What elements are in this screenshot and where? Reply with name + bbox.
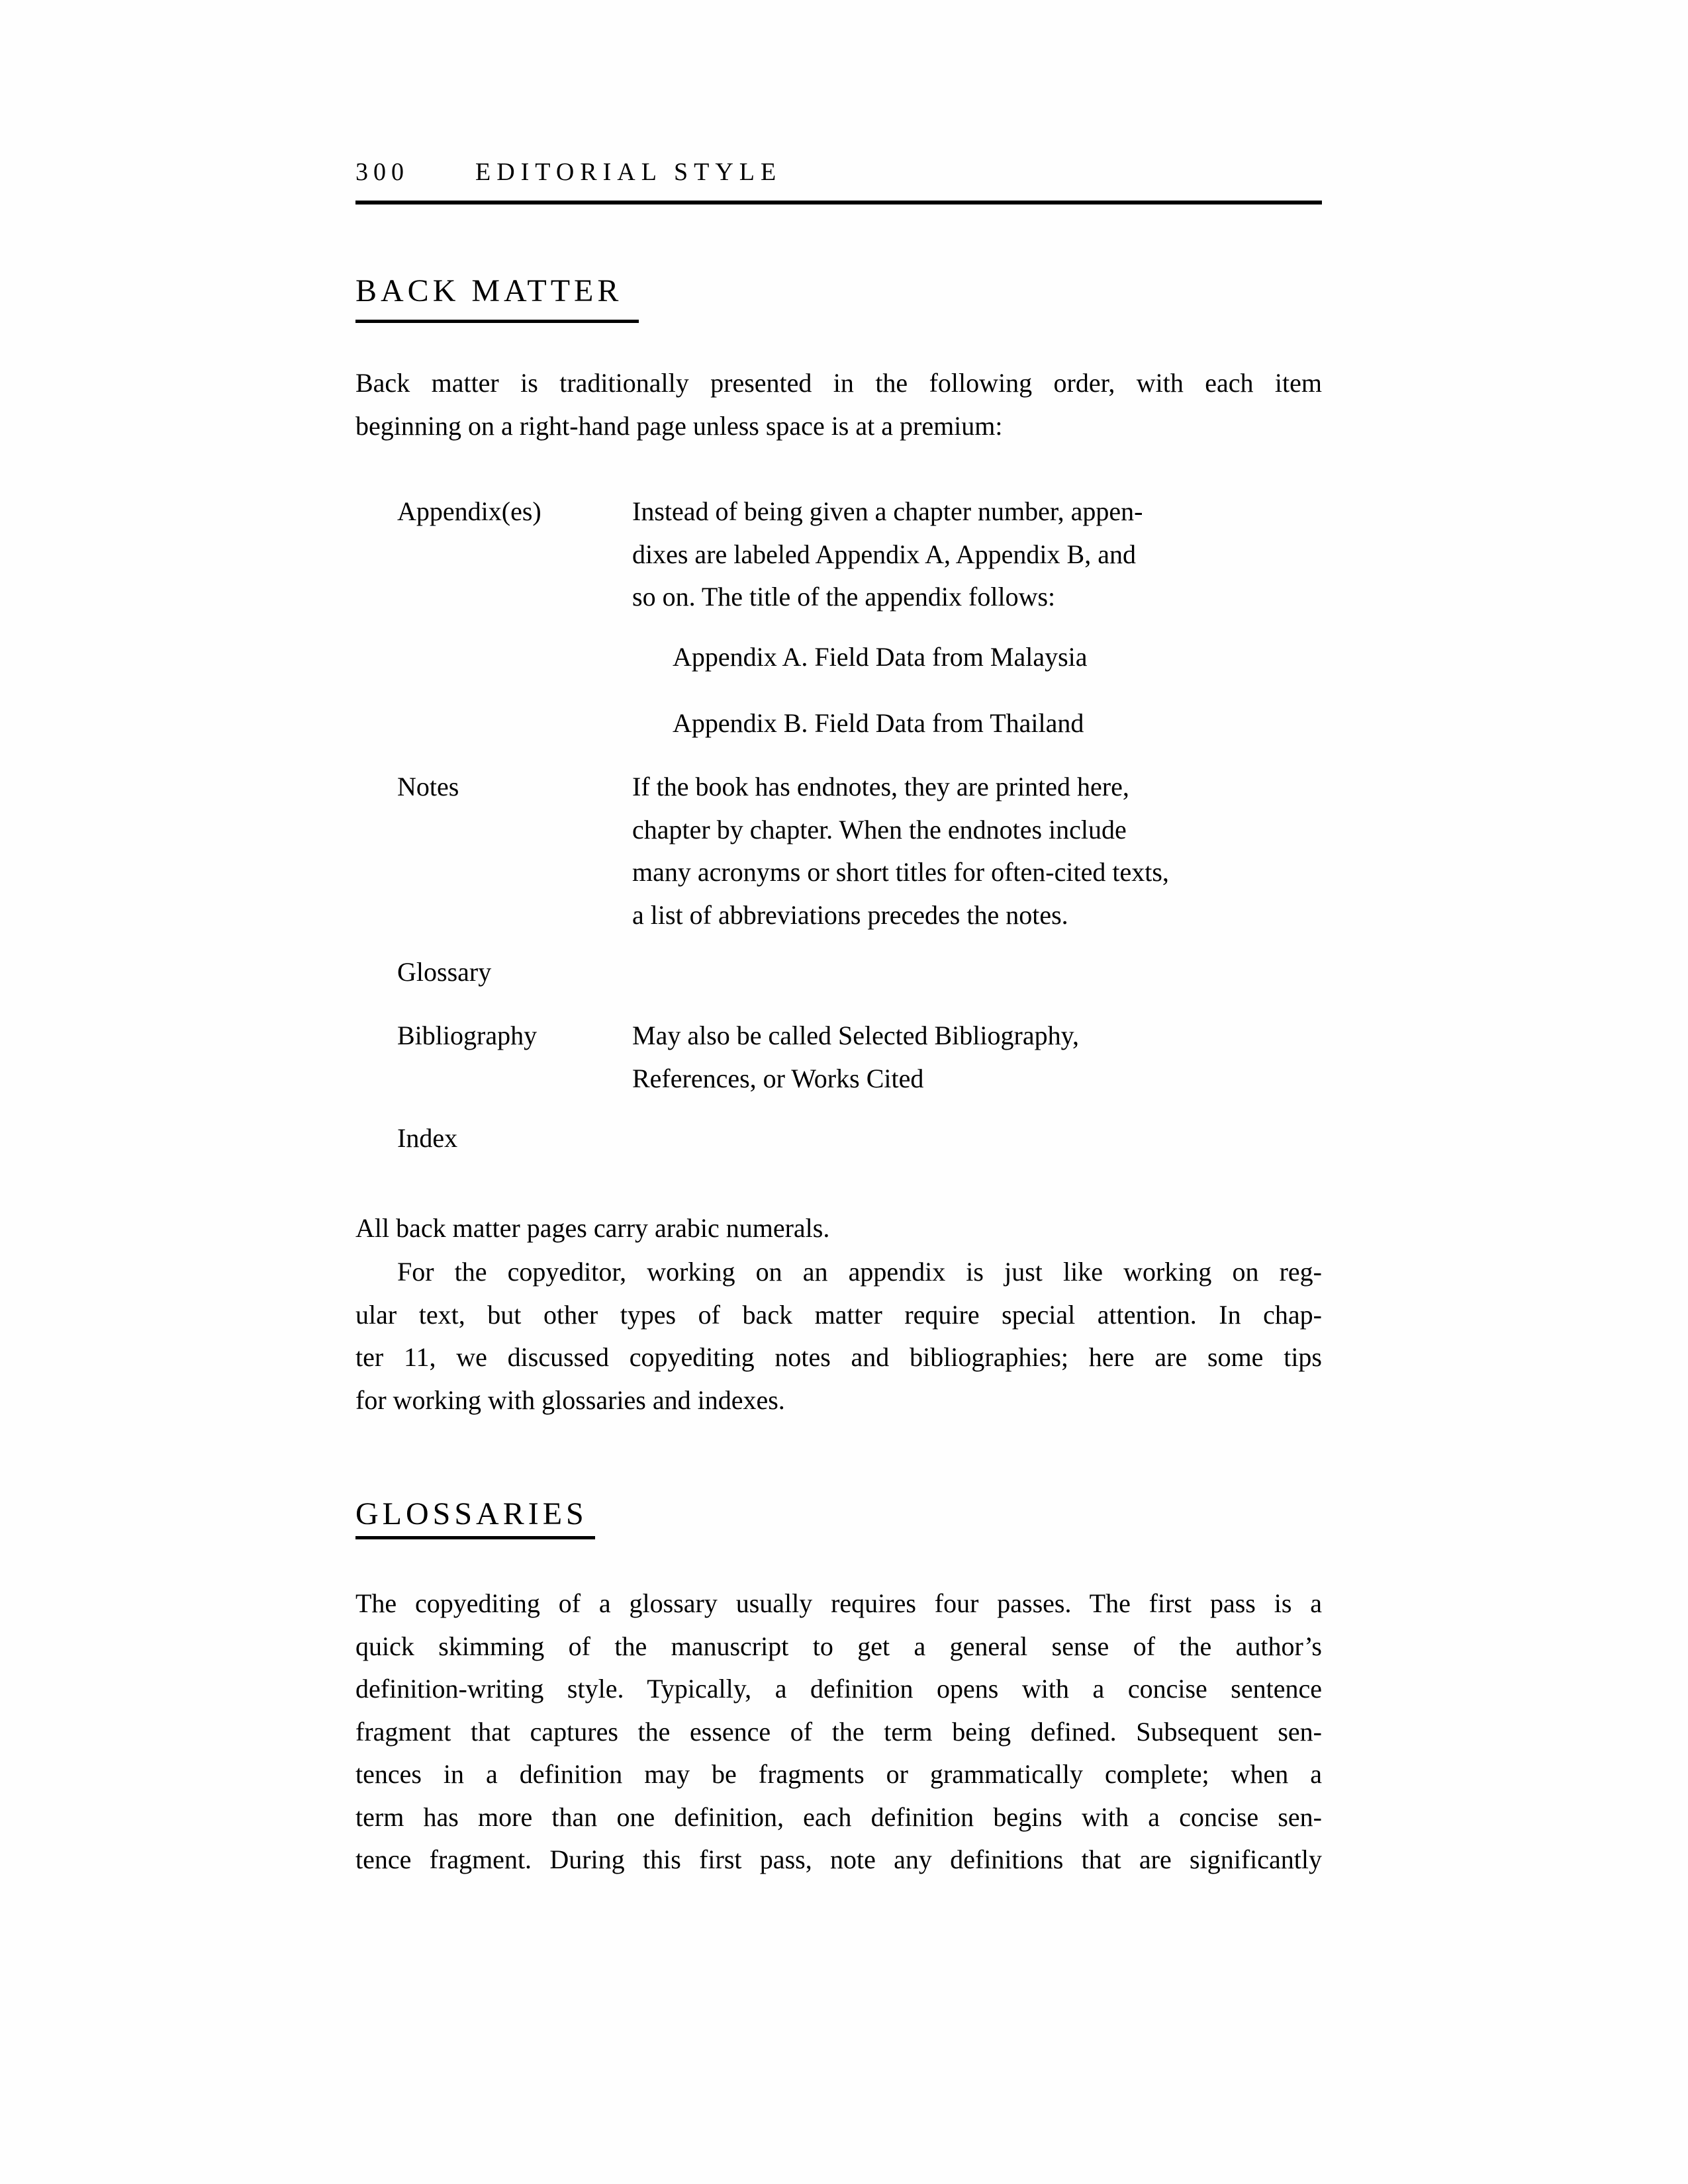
def-term-index: Index [397, 1123, 458, 1153]
text-line: quick skimming of the manuscript to get a general sense of the author’s [355, 1631, 1322, 1661]
def-term-notes: Notes [397, 772, 459, 801]
text-line: definition-writing style. Typically, a definition opens with a concise sentence [355, 1674, 1322, 1704]
def-desc-bibliography [632, 1015, 1322, 1100]
text-line: a list of abbreviations precedes the notes. [632, 899, 1068, 930]
back-matter-heading: BACK MATTER [355, 273, 623, 308]
text-line: so on. The title of the appendix follows: [632, 582, 1056, 612]
appendix-example-b: Appendix B. Field Data from Thailand [673, 708, 1084, 738]
text-line: ular text, but other types of back matter require special attention. In chap- [355, 1299, 1322, 1330]
paragraph-numerals: All back matter pages carry arabic numerals. [355, 1213, 830, 1243]
text-line: tence fragment. During this first pass, note any definitions that are significantly [355, 1844, 1322, 1874]
text-line: ter 11, we discussed copyediting notes and bibliographies; here are some tips [355, 1342, 1322, 1372]
def-desc-notes [632, 766, 1322, 936]
text-line: beginning on a right-hand page unless space is at a premium: [355, 410, 1003, 441]
def-term-appendixes: Appendix(es) [397, 496, 541, 526]
text-line: fragment that captures the essence of the term being defined. Subsequent sen- [355, 1716, 1322, 1747]
text-line: for working with glossaries and indexes. [355, 1385, 785, 1415]
page-number: 300 [355, 158, 409, 186]
text-line: tences in a definition may be fragments or grammatically complete; when a [355, 1759, 1322, 1789]
text-line: many acronyms or short titles for often-cited texts, [632, 857, 1169, 887]
text-line: May also be called Selected Bibliography, [632, 1021, 1079, 1050]
text-line: The copyediting of a glossary usually requires four passes. The first pass is a [355, 1588, 1322, 1618]
paragraph-copyeditor [355, 1251, 1322, 1422]
glossaries-heading: GLOSSARIES [355, 1496, 588, 1531]
glossaries-paragraph [355, 1582, 1322, 1882]
def-desc-appendixes [632, 490, 1322, 619]
back-matter-heading-underline [355, 320, 639, 323]
text-line: If the book has endnotes, they are printed here, [632, 772, 1129, 801]
def-term-glossary: Glossary [397, 957, 492, 987]
running-head: EDITORIAL STYLE [475, 158, 782, 186]
back-matter-intro-paragraph [355, 362, 1322, 447]
text-line: Back matter is traditionally presented in the following order, with each item [355, 368, 1322, 398]
running-head-row [355, 159, 1322, 185]
text-line: Instead of being given a chapter number, appen- [632, 496, 1143, 526]
text-line: References, or Works Cited [632, 1063, 924, 1093]
header-rule [355, 201, 1322, 205]
text-line: dixes are labeled Appendix A, Appendix B, and [632, 539, 1136, 569]
appendix-example-a: Appendix A. Field Data from Malaysia [673, 642, 1088, 672]
def-term-bibliography: Bibliography [397, 1021, 538, 1050]
text-line: For the copyeditor, working on an appendix is just like working on reg- [397, 1257, 1322, 1287]
text-line: term has more than one definition, each definition begins with a concise sen- [355, 1801, 1322, 1832]
text-line: chapter by chapter. When the endnotes include [632, 814, 1127, 844]
glossaries-heading-underline [355, 1536, 595, 1539]
